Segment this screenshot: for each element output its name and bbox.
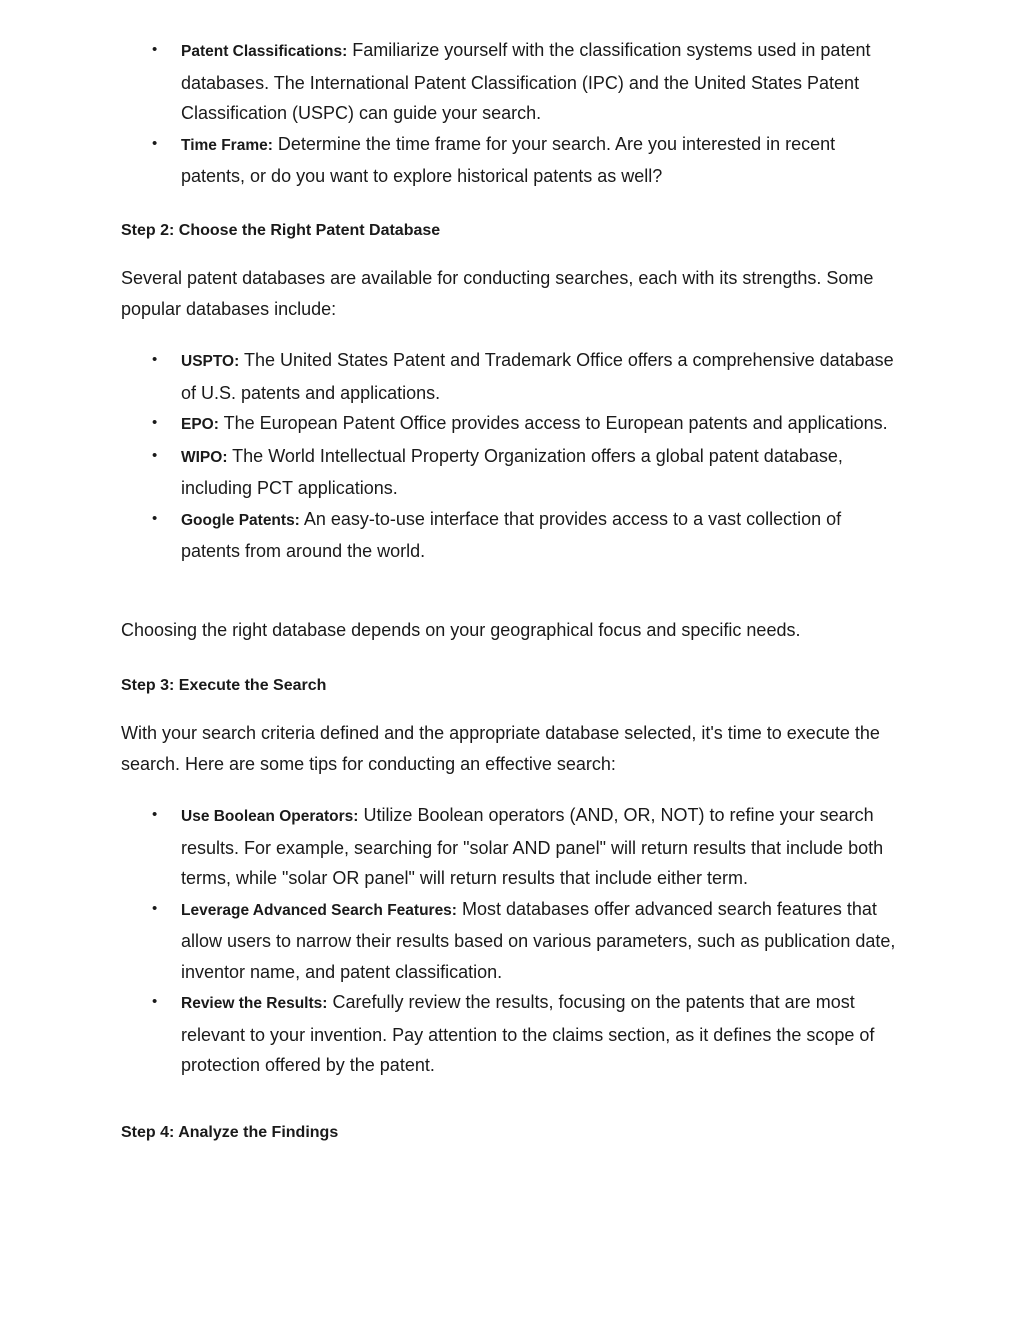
bullet-glyph: • <box>152 41 158 58</box>
bullet-glyph: • <box>152 509 158 527</box>
step2-bullet-list-container <box>121 345 901 567</box>
list-item <box>121 504 901 567</box>
list-item <box>121 408 901 441</box>
bullet-term: Patent Classifications: <box>181 43 348 60</box>
bullet-glyph: • <box>152 134 158 152</box>
step2-outro-paragraph: Choosing the right database depends on your geographical focus and specific needs. <box>121 620 801 640</box>
bullet-text: An easy-to-use interface that provides access to a vast collection of patents from around the world. <box>181 508 842 561</box>
bullet-term: WIPO: <box>181 448 228 466</box>
list-item <box>121 35 901 129</box>
bullet-term: Use Boolean Operators: <box>181 808 359 825</box>
bullet-text: Carefully review the results, focusing on the patents that are most relevant to your invention. Pay attention to the claims section, as it defines the scope of protection offered by the patent. <box>181 992 875 1075</box>
bullet-text: The United States Patent and Trademark Office offers a comprehensive database of U.S. patents and applications. <box>181 350 894 403</box>
bullet-term: Leverage Advanced Search Features: <box>181 901 457 919</box>
step4-heading: Step 4: Analyze the Findings <box>121 1124 339 1141</box>
bullet-text: The World Intellectual Property Organization offers a global patent database, including PCT applications. <box>181 445 843 498</box>
bullet-glyph: • <box>152 414 158 431</box>
step3-bullet-list-container <box>121 800 901 1081</box>
bullet-glyph: • <box>152 899 158 917</box>
bullet-term: Review the Results: <box>181 995 328 1012</box>
search-tips-bullet-list <box>121 800 901 1081</box>
bullet-glyph: • <box>152 446 158 464</box>
bullet-text: Familiarize yourself with the classification systems used in patent databases. The International Patent Classification (IPC) and the United States Patent Classification (USPC) can guide your search. <box>181 40 871 123</box>
bullet-term: USPTO: <box>181 353 240 370</box>
list-item <box>121 441 901 504</box>
intro-bullet-list-container <box>121 35 901 192</box>
list-item <box>121 345 901 408</box>
bullet-term: Google Patents: <box>181 511 300 529</box>
step3-intro-paragraph: With your search criteria defined and the appropriate database selected, it's time to execute the search. Here are some tips for conducting an effective search: <box>121 723 880 774</box>
bullet-text: Determine the time frame for your search. Are you interested in recent patents, or do you want to explore historical patents as well? <box>181 133 836 186</box>
intro-bullet-list <box>121 35 901 192</box>
bullet-term: Time Frame: <box>181 136 273 154</box>
step2-heading: Step 2: Choose the Right Patent Database <box>121 222 441 239</box>
database-bullet-list <box>121 345 901 567</box>
list-item <box>121 987 901 1081</box>
bullet-term: EPO: <box>181 416 219 433</box>
list-item <box>121 129 901 192</box>
bullet-glyph: • <box>152 351 158 368</box>
list-item <box>121 800 901 894</box>
bullet-text: The European Patent Office provides access to European patents and applications. <box>218 413 888 433</box>
bullet-glyph: • <box>152 806 158 823</box>
bullet-text: Most databases offer advanced search features that allow users to narrow their results based on various parameters, such as publication date, inventor name, and patent classification. <box>181 898 896 982</box>
bullet-glyph: • <box>152 993 158 1010</box>
step2-intro-paragraph: Several patent databases are available for conducting searches, each with its strengths. Some popular databases include: <box>121 268 874 319</box>
step3-heading: Step 3: Execute the Search <box>121 677 327 694</box>
list-item <box>121 894 901 988</box>
bullet-text: Utilize Boolean operators (AND, OR, NOT) to refine your search results. For example, searching for "solar AND panel" will return results that include both terms, while "solar OR panel" will return results that include either term. <box>181 805 884 888</box>
